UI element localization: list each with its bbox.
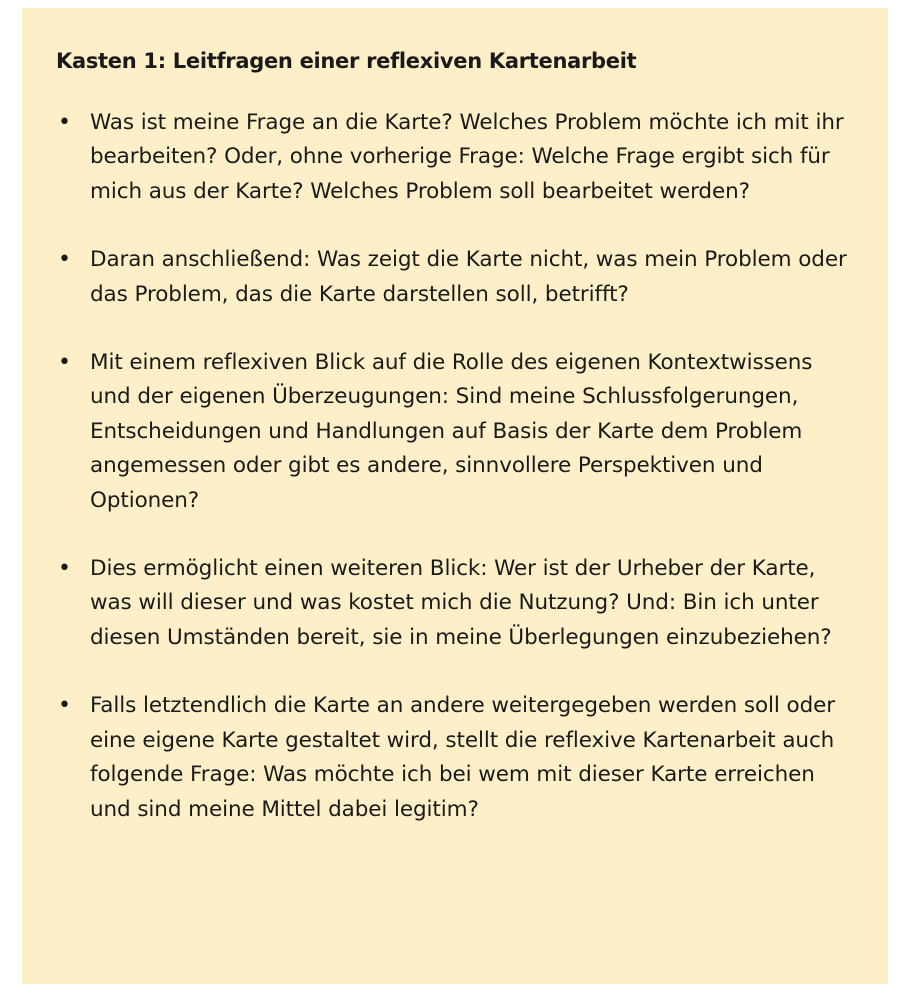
info-box — [22, 8, 888, 984]
list-item-text: Falls letztendlich die Karte an andere weitergegeben werden soll oder eine eigene Karte gestaltet wird, stellt die reflexive Kartenarbeit auch folgende Frage: Was möchte ich bei wem mit dieser Karte erreichen und sind meine Mittel dabei legitim? — [90, 693, 835, 822]
list-item — [56, 106, 860, 209]
list-item-text: Dies ermöglicht einen weiteren Blick: Wer ist der Urheber der Karte, was will dieser und was kostet mich die Nutzung? Und: Bin ich unter diesen Umständen bereit, sie in meine Überlegungen einzubeziehen? — [90, 556, 832, 650]
list-item-text: Was ist meine Frage an die Karte? Welches Problem möchte ich mit ihr bearbeiten? Oder, ohne vorherige Frage: Welche Frage ergibt sich für mich aus der Karte? Welches Problem soll bearbeitet werden? — [90, 110, 844, 204]
bullet-icon: • — [58, 247, 71, 273]
list-item — [56, 552, 860, 655]
list-item-text: Mit einem reflexiven Blick auf die Rolle des eigenen Kontextwissens und der eigenen Überzeugungen: Sind meine Schlussfolgerungen, Entscheidungen und Handlungen auf Basis der Karte dem Problem angemessen oder gibt es andere, sinnvollere Perspektiven und Optionen? — [90, 350, 813, 513]
list-item-text: Daran anschließend: Was zeigt die Karte nicht, was mein Problem oder das Problem, das die Karte darstellen soll, betrifft? — [90, 247, 847, 307]
box-title: Kasten 1: Leitfragen einer reflexiven Kartenarbeit — [56, 49, 637, 73]
bullet-icon: • — [58, 110, 71, 135]
bullet-icon: • — [58, 556, 71, 582]
list-item — [56, 346, 860, 518]
guiding-questions-list — [56, 106, 860, 827]
list-item — [56, 243, 860, 312]
list-item — [56, 689, 860, 827]
bullet-icon: • — [58, 693, 71, 719]
bullet-icon: • — [58, 350, 71, 376]
